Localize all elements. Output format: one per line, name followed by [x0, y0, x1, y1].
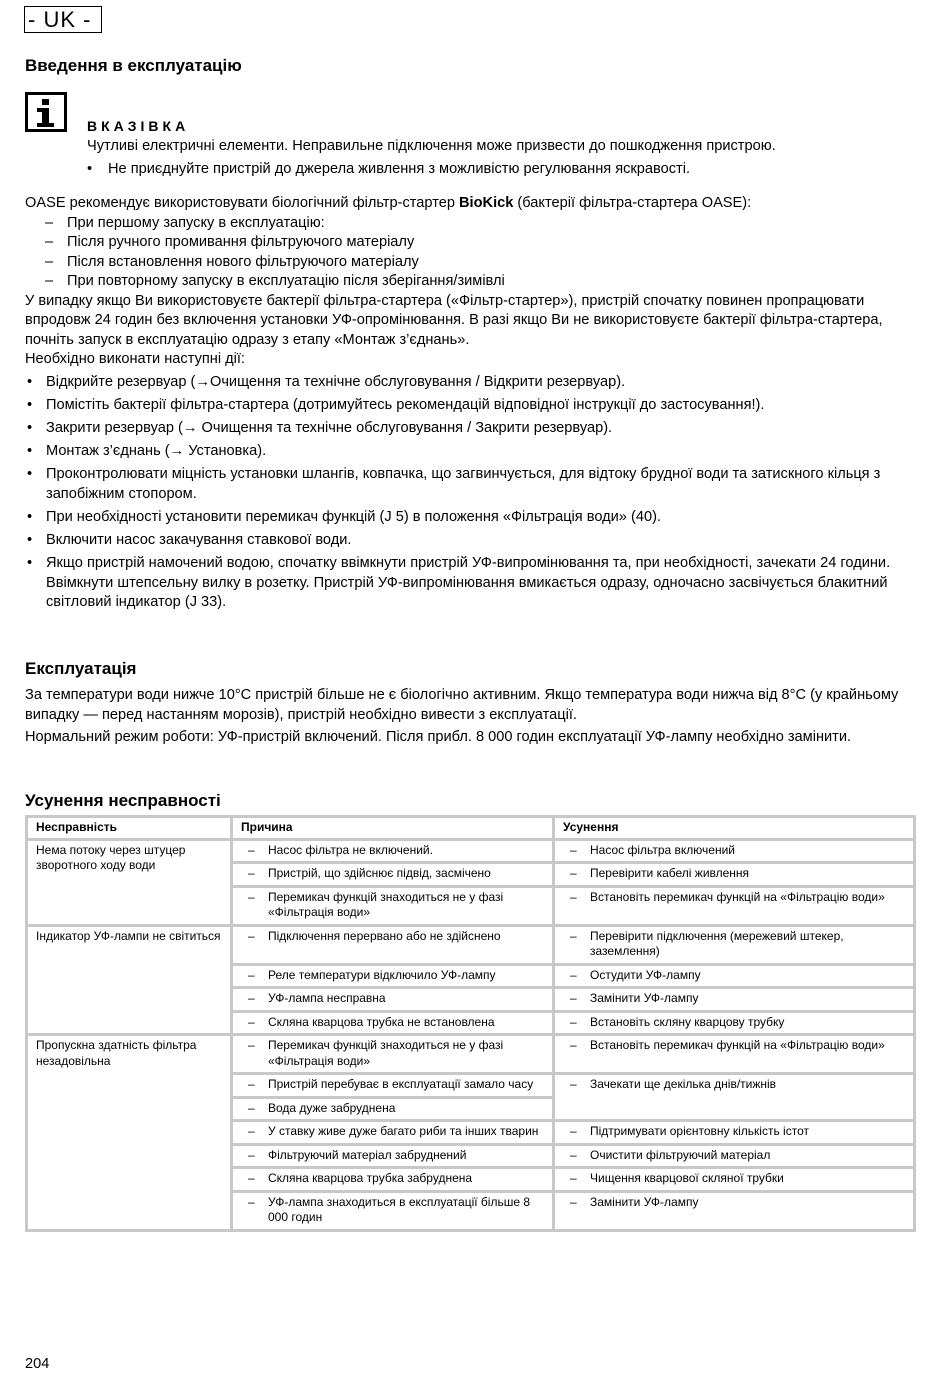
- cause-cell: – Скляна кварцова трубка забруднена: [232, 1168, 554, 1192]
- fix-cell: – Очистити фільтруючий матеріал: [554, 1144, 915, 1168]
- column-header: Усунення: [554, 817, 915, 840]
- fix-cell: – Встановіть перемикач функцій на «Фільтрацію води»: [554, 886, 915, 925]
- paragraph: Нормальний режим роботи: УФ-пристрій включений. Після прибл. 8 000 годин експлуатації УФ-лампу необхідно замінити.: [25, 729, 852, 745]
- commissioning-body: [25, 194, 915, 613]
- list-item: • Монтаж з’єднань (→ Установка).: [25, 442, 915, 462]
- fix-cell: – Підтримувати орієнтовну кількість істот: [554, 1121, 915, 1145]
- fix-cell: – Чищення кварцової скляної трубки: [554, 1168, 915, 1192]
- list-item: • Включити насос закачування ставкової води.: [25, 531, 915, 551]
- fault-cell: Пропускна здатність фільтра незадовільна: [27, 1035, 232, 1231]
- fix-cell: – Остудити УФ-лампу: [554, 964, 915, 988]
- fix-cell: – Замінити УФ-лампу: [554, 1191, 915, 1230]
- list-item: • Відкрийте резервуар (→Очищення та технічне обслуговування / Відкрити резервуар).: [25, 373, 915, 393]
- column-header: Причина: [232, 817, 554, 840]
- operation-body: [25, 686, 915, 748]
- cause-cell: – У ставку живе дуже багато риби та інших тварин: [232, 1121, 554, 1145]
- column-header: Несправність: [27, 817, 232, 840]
- section-title-commissioning: Введення в експлуатацію: [25, 56, 242, 75]
- fix-cell: – Встановіть перемикач функцій на «Фільтрацію води»: [554, 1035, 915, 1074]
- cause-cell: – Пристрій перебуває в експлуатації замало часу: [232, 1074, 554, 1098]
- note-bullet: • Не приєднуйте пристрій до джерела живлення з можливістю регулювання яскравості.: [87, 161, 690, 177]
- list-item: – Після ручного промивання фільтруючого матеріалу: [25, 233, 915, 253]
- table-header-row: [27, 817, 915, 840]
- cause-cell: – Насос фільтра не включений.: [232, 839, 554, 863]
- cause-cell: – Підключення перервано або не здійснено: [232, 925, 554, 964]
- list-item: – Після встановлення нового фільтруючого матеріалу: [25, 253, 915, 273]
- cause-cell: – Перемикач функцій знаходиться не у фазі «Фільтрація води»: [232, 886, 554, 925]
- paragraph: За температури води нижче 10°C пристрій більше не є біологічно активним. Якщо температура води нижча від 8°C (у крайньому випадку — перед настанням морозів), пристрій необхідно вивести з експлуатації.: [25, 687, 899, 723]
- fix-cell: – Насос фільтра включений: [554, 839, 915, 863]
- fix-cell: – Перевірити підключення (мережевий штекер, заземлення): [554, 925, 915, 964]
- list-item: – При першому запуску в експлуатацію:: [25, 214, 915, 234]
- steps-list: [25, 373, 915, 613]
- fix-cell: – Встановіть скляну кварцову трубку: [554, 1011, 915, 1035]
- note-text: Чутливі електричні елементи. Неправильне підключення може призвести до пошкодження пристрою.: [87, 138, 776, 154]
- cause-cell: – Реле температури відключило УФ-лампу: [232, 964, 554, 988]
- table-row: [27, 839, 915, 863]
- list-item: • При необхідності установити перемикач функцій (J 5) в положення «Фільтрація води» (40).: [25, 508, 915, 528]
- table-row: [27, 1035, 915, 1074]
- step-extra: Ввімкнути штепсельну вилку в розетку. Пристрій УФ-випромінювання вмикається одразу, одночасно засвічується блакитний світловий індикатор (J 33).: [46, 574, 888, 611]
- language-tag: - UK -: [24, 6, 102, 33]
- recommendation-list: [25, 214, 915, 292]
- note-label: ВКАЗІВКА: [87, 118, 190, 134]
- section-title-troubleshooting: Усунення несправності: [25, 791, 221, 810]
- troubleshooting-table: [25, 815, 916, 1232]
- list-item: • Проконтролювати міцність установки шлангів, ковпачка, що загвинчується, для відтоку брудної води та затискного кільця з запобіжним стопором.: [25, 465, 915, 504]
- paragraph: Необхідно виконати наступні дії:: [25, 351, 245, 367]
- table-row: [27, 925, 915, 964]
- product-name: BioKick: [459, 195, 514, 211]
- cause-cell: – Перемикач функцій знаходиться не у фазі «Фільтрація води»: [232, 1035, 554, 1074]
- info-icon: [25, 92, 67, 132]
- list-item: • Помістіть бактерії фільтра-стартера (дотримуйтесь рекомендацій відповідної інструкції до застосування!).: [25, 396, 915, 416]
- cause-cell: – УФ-лампа несправна: [232, 988, 554, 1012]
- paragraph: У випадку якщо Ви використовуєте бактерії фільтра-стартера («Фільтр-стартер»), пристрій спочатку повинен пропрацювати впродовж 24 годин без включення установки УФ-опромінювання. В разі якщо Ви не використовуєте бактерії фільтра-стартера, почніть запуск в експлуатацію одразу з етапу «Монтаж з’єднань».: [25, 292, 883, 348]
- cause-cell: – Вода дуже забруднена: [232, 1097, 554, 1121]
- page-number: 204: [25, 1356, 50, 1372]
- list-item: • Закрити резервуар (→ Очищення та технічне обслуговування / Закрити резервуар).: [25, 419, 915, 439]
- cause-cell: – УФ-лампа знаходиться в експлуатації більше 8 000 годин: [232, 1191, 554, 1230]
- section-title-operation: Експлуатація: [25, 659, 137, 678]
- fix-cell: – Зачекати ще декілька днів/тижнів: [554, 1074, 915, 1121]
- cause-cell: – Скляна кварцова трубка не встановлена: [232, 1011, 554, 1035]
- fault-cell: Нема потоку через штуцер зворотного ходу води: [27, 839, 232, 925]
- recommendation: OASE рекомендує використовувати біологічний фільтр-стартер BioKick (бактерії фільтра-стартера OASE):: [25, 195, 752, 211]
- list-item: • Якщо пристрій намочений водою, спочатку ввімкнути пристрій УФ-випромінювання та, при необхідності, зачекати 24 години. Ввімкнути штепсельну вилку в розетку. Пристрій УФ-випромінювання вмикається одразу, одночасно засвічується блакитний світловий індикатор (J 33).: [25, 554, 915, 613]
- cause-cell: – Пристрій, що здійснює підвід, засмічено: [232, 863, 554, 887]
- fault-cell: Індикатор УФ-лампи не світиться: [27, 925, 232, 1035]
- list-item: – При повторному запуску в експлуатацію після зберігання/зимівлі: [25, 272, 915, 292]
- cause-cell: – Фільтруючий матеріал забруднений: [232, 1144, 554, 1168]
- fix-cell: – Перевірити кабелі живлення: [554, 863, 915, 887]
- fix-cell: – Замінити УФ-лампу: [554, 988, 915, 1012]
